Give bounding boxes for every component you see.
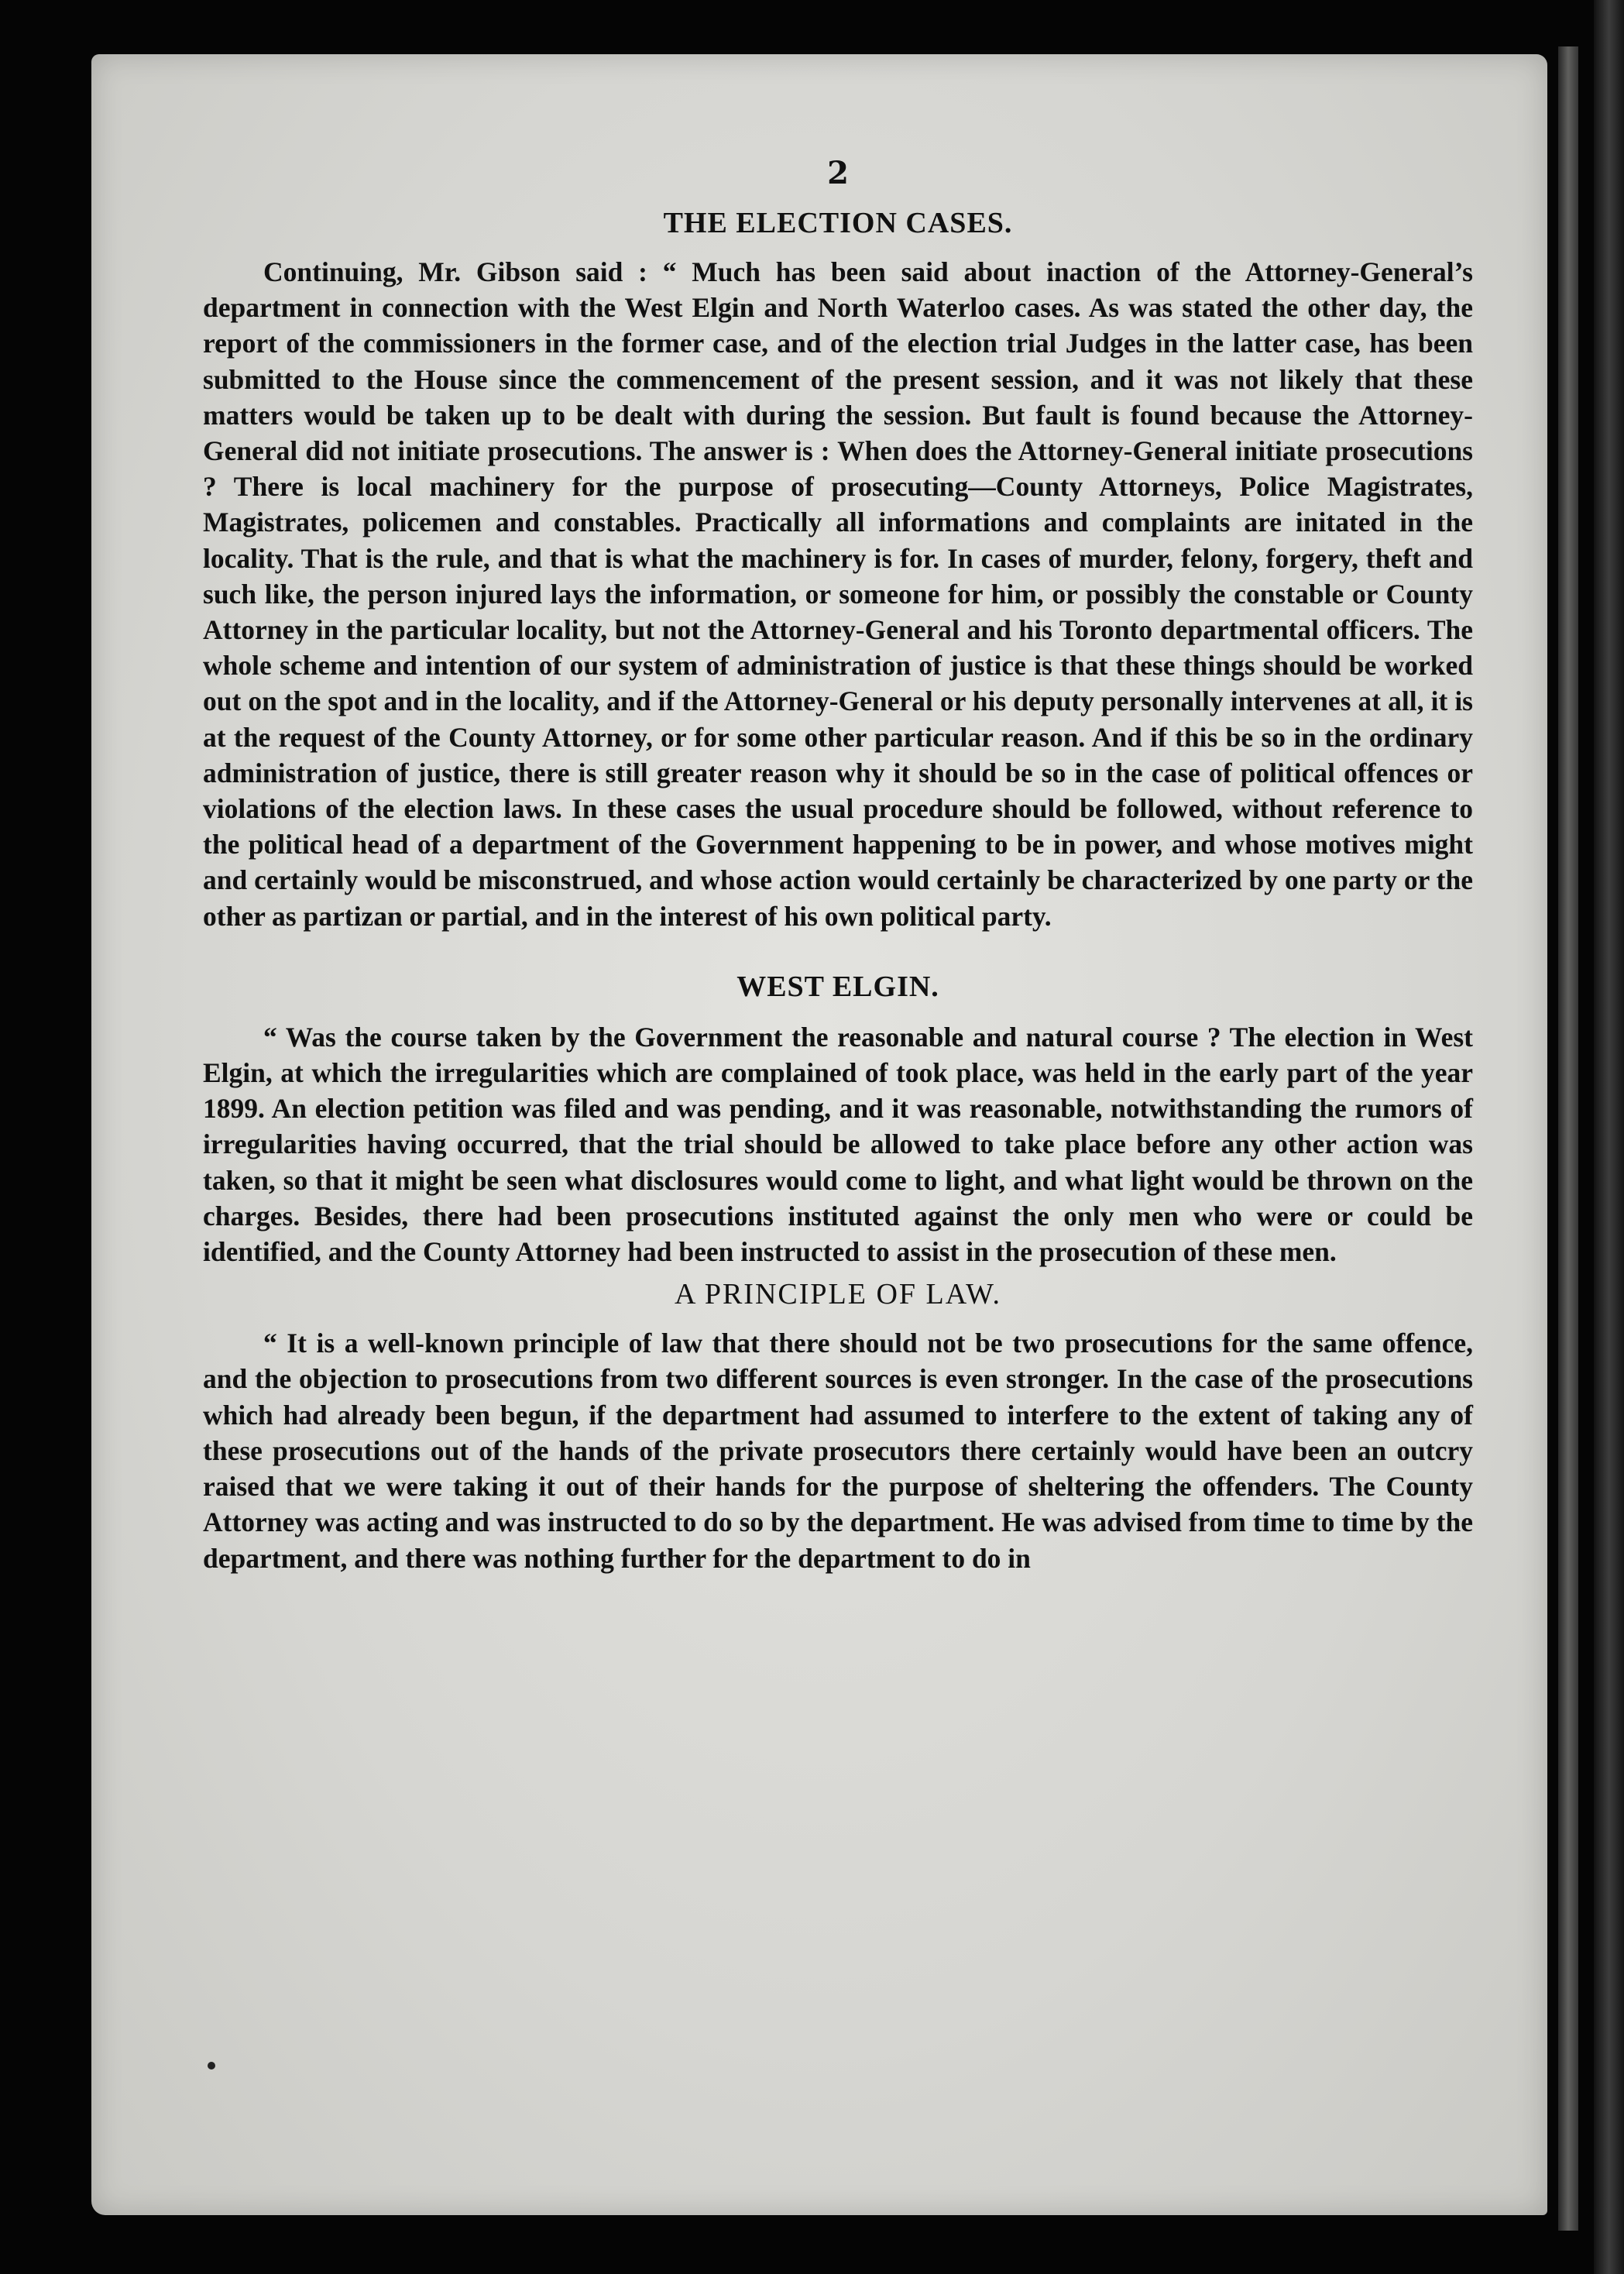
paragraph-west-elgin: “ Was the course taken by the Government the reasonable and natural course ? The election in West Elgin, at which the irregularities which are complained of took place, was held in the early part of the year 1899. An election petition was filed and was pending, and it was reasonable, notwithstanding the rumors of irregularities having occurred, that the trial should be allowed to take place before any other action was taken, so that it might be seen what disclosures would come to light, and what light would be thrown on the charges. Besides, there had been prosecutions instituted against the only men who were or could be identified, and the County Attorney had been instructed to assist in the prosecution of these men. [203,1021,1473,1268]
ink-speck [208,2062,215,2070]
section-heading-election-cases: THE ELECTION CASES. [663,207,1013,239]
section-heading-west-elgin: WEST ELGIN. [736,970,939,1003]
scan-edge-binding [1558,46,1578,2231]
page-number: 2 [827,155,849,191]
scan-edge-dark [1594,0,1624,2274]
paragraph-principle-of-law: “ It is a well-known principle of law that there should not be two prosecutions for the same offence, and the objection to prosecutions from two different sources is even stronger. In the case of the prosecutions which had already been begun, if the department had assumed to interfere to the extent of taking any of these prosecutions out of the hands of the private prosecutors there certainly would have been an outcry raised that we were taking it out of their hands for the purpose of sheltering the offenders. The County Attorney was acting and was instructed to do so by the department. He was advised from time to time by the department, and there was nothing further for the department to do in [203,1328,1473,1574]
paragraph-election-cases: Continuing, Mr. Gibson said : “ Much has been said about inaction of the Attorney-General’s department in connection with the West Elgin and North Waterloo cases. As was stated the other day, the report of the commissioners in the former case, and of the election trial Judges in the latter case, has been submitted to the House since the commencement of the present session, and it was not likely that these matters would be taken up to be dealt with during the session. But fault is found because the Attorney-General did not initiate prosecutions. The answer is : When does the Attorney-General initiate prosecutions ? There is local machinery for the purpose of prosecuting—County Attorneys, Police Magistrates, Magistrates, policemen and constables. Practically all informations and complaints are initated in the locality. That is the rule, and that is what the machinery is for. In cases of murder, felony, forgery, theft and such like, the person injured lays the information, or someone for him, or possibly the constable or County Attorney in the particular locality, but not the Attorney-General and his Toronto departmental officers. The whole scheme and intention of our system of administration of justice is that these things should be worked out on the spot and in the locality, and if the Attorney-General or his deputy personally intervenes at all, it is at the request of the County Attorney, or for some other particular reason. And if this be so in the ordinary administration of justice, there is still greater reason why it should be so in the case of political offences or violations of the election laws. In these cases the usual procedure should be followed, without reference to the political head of a department of the Government happening to be in power, and whose motives might and certainly would be misconstrued, and whose action would certainly be characterized by one party or the other as partizan or partial, and in the interest of his own political party. [203,256,1473,932]
document-body [203,155,1473,1576]
section-heading-principle-of-law: A PRINCIPLE OF LAW. [674,1278,1002,1311]
